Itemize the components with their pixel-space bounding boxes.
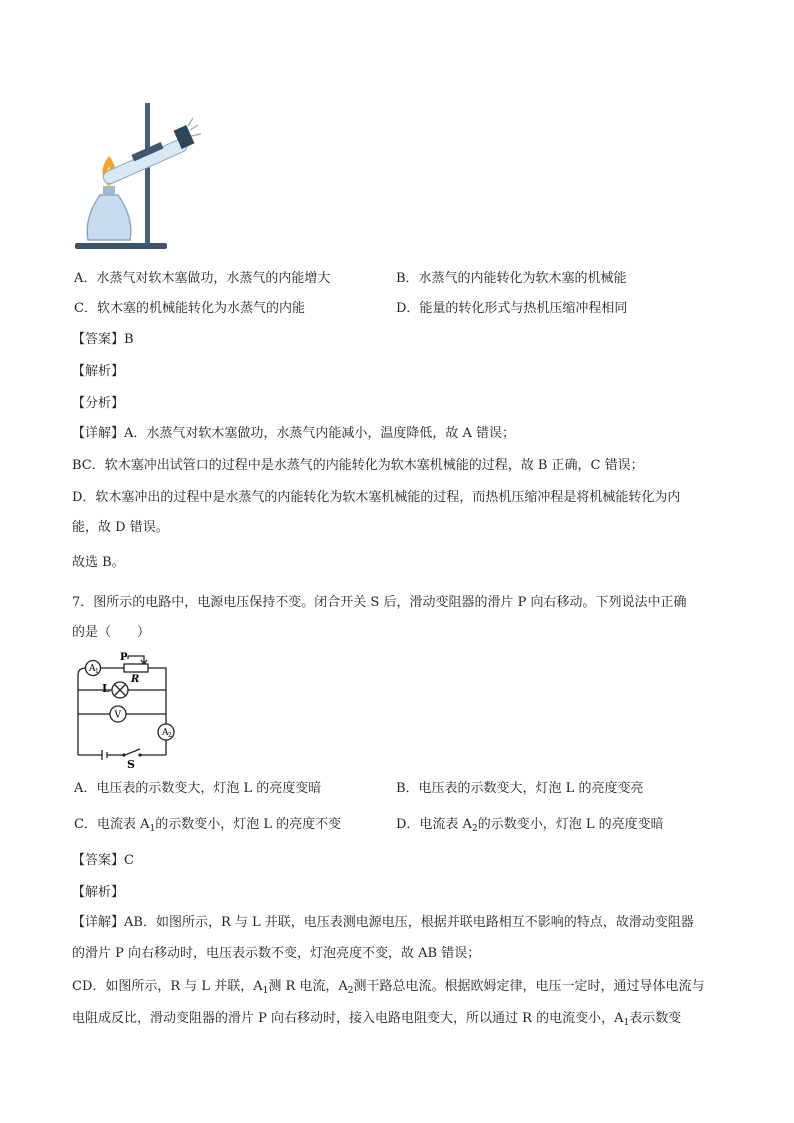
q6-answer: 【答案】B xyxy=(72,332,134,347)
q7-answer: 【答案】C xyxy=(72,853,134,868)
q6-analysis-heading: 【解析】 xyxy=(72,364,125,379)
q6-detail-1: 【详解】A．水蒸气对软木塞做功，水蒸气内能减小，温度降低，故 A 错误； xyxy=(72,426,516,441)
test-tube-heating-figure xyxy=(70,100,210,255)
circuit-label-a2-sub: 2 xyxy=(168,732,172,739)
q7-stem-2: 的是（ ） xyxy=(72,625,151,640)
q6-detail-4: 能，故 D 错误。 xyxy=(72,520,169,535)
q7-stem-1: 7．图所示的电路中，电源电压保持不变。闭合开关 S 后，滑动变阻器的滑片 P 向右移动。下列说法中正确 xyxy=(72,595,687,610)
q6-detail-2: BC．软木塞冲出试管口的过程中是水蒸气的内能转化为软木塞机械能的过程，故 B 正确，C 错误； xyxy=(72,458,644,473)
circuit-label-a1: A xyxy=(89,664,96,674)
q7-option-a: A．电压表的示数变大，灯泡 L 的亮度变暗 xyxy=(74,781,322,796)
q7-detail-1: 【详解】AB．如图所示，R 与 L 并联，电压表测电源电压，根据并联电路相互不影响的特点，故滑动变阻器 xyxy=(72,915,694,930)
circuit-label-a2: A xyxy=(162,728,169,738)
q7-option-b: B．电压表的示数变大，灯泡 L 的亮度变亮 xyxy=(396,781,644,796)
q6-option-a: A．水蒸气对软木塞做功，水蒸气的内能增大 xyxy=(74,271,331,286)
q6-detail-3: D．软木塞冲出的过程中是水蒸气的内能转化为软木塞机械能的过程，而热机压缩冲程是将机械能转化为内 xyxy=(72,490,681,505)
circuit-label-p: P xyxy=(120,652,128,663)
circuit-label-r: R xyxy=(131,674,140,685)
circuit-label-v: V xyxy=(114,710,121,721)
q6-conclusion: 故选 B。 xyxy=(72,555,125,570)
circuit-label-s: S xyxy=(127,758,135,770)
q6-analysis-sub: 【分析】 xyxy=(72,396,125,411)
circuit-label-a1-sub: 1 xyxy=(95,668,99,675)
q6-option-c: C．软木塞的机械能转化为水蒸气的内能 xyxy=(74,301,305,316)
q7-option-c: C．电流表 $A_1$的示数变小，灯泡 L 的亮度不变 xyxy=(74,817,342,834)
q7-detail-3: CD．如图所示，R 与 L 并联，$A_1$测 R 电流，$A_2$测干路总电流。根据欧姆定律，电压一定时，通过导体电流与 xyxy=(72,979,705,996)
q7-option-d: D．电流表 $A_2$的示数变小，灯泡 L 的亮度变暗 xyxy=(396,817,664,834)
q6-option-d: D．能量的转化形式与热机压缩冲程相同 xyxy=(396,301,628,316)
q6-option-b: B．水蒸气的内能转化为软木塞的机械能 xyxy=(396,271,627,286)
q7-detail-2: 的滑片 P 向右移动时，电压表示数不变，灯泡亮度不变，故 AB 错误； xyxy=(72,946,481,961)
circuit-diagram xyxy=(72,650,187,770)
circuit-label-l: L xyxy=(102,682,110,695)
q7-analysis-heading: 【解析】 xyxy=(72,885,125,900)
q7-detail-4: 电阻成反比，滑动变阻器的滑片 P 向右移动时，接入电路电阻变大，所以通过 R 的电流变小，$A_1$表示数变 xyxy=(72,1011,682,1028)
